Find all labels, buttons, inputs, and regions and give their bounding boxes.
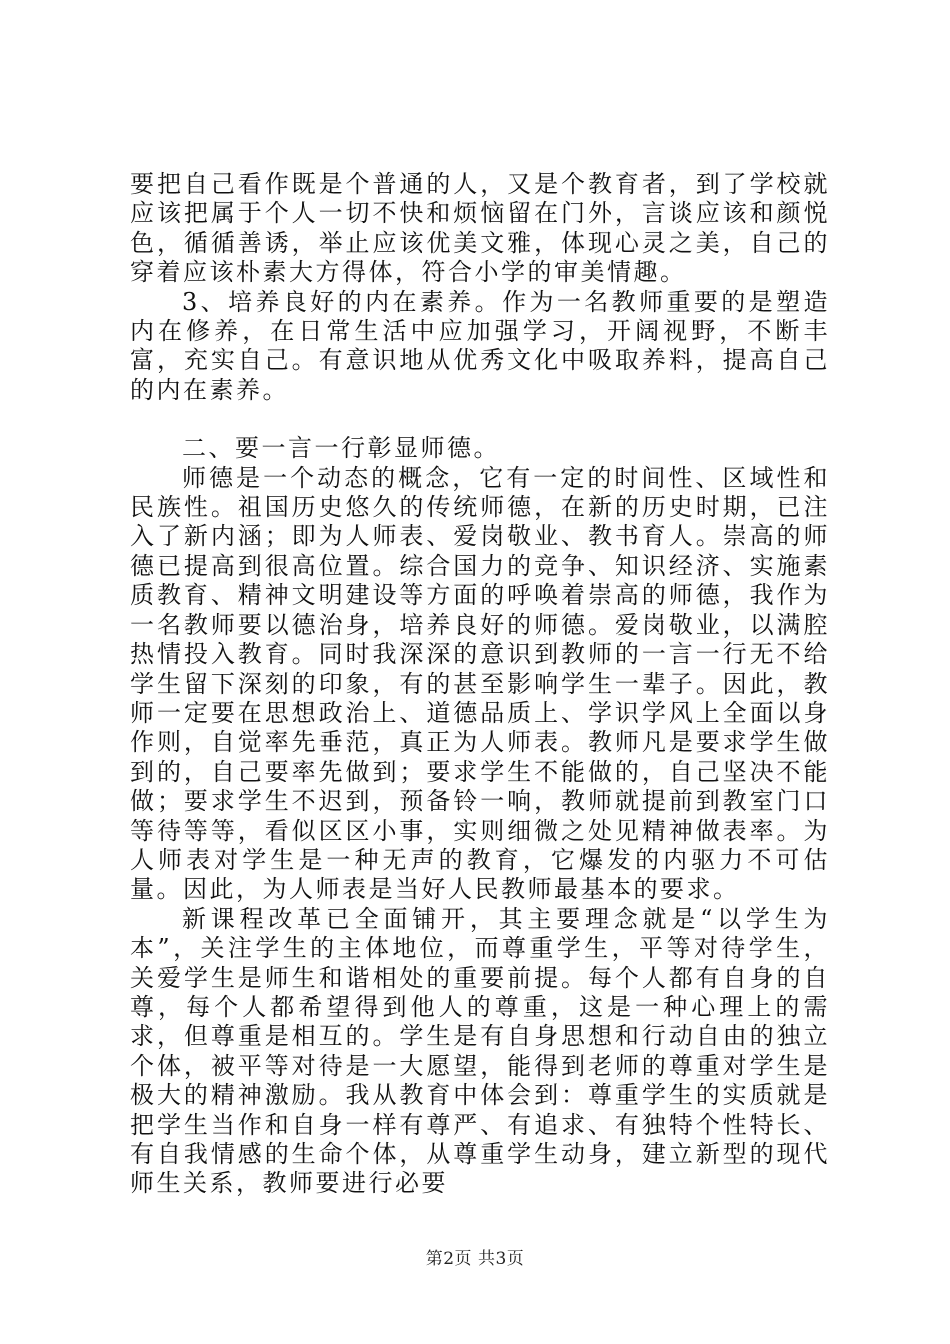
paragraph-inner-quality: 3、培养良好的内在素养。作为一名教师重要的是塑造内在修养，在日常生活中应加强学习，开阔视野，不断丰富，充实自己。有意识地从优秀文化中吸取养料，提高自己的内在素养。 xyxy=(130,287,830,404)
document-body xyxy=(130,170,830,1199)
paragraph-gap xyxy=(130,405,830,434)
page-number-footer: 第2页 共3页 xyxy=(425,1249,525,1269)
section-heading: 二、要一言一行彰显师德。 xyxy=(182,434,500,463)
paragraph-curriculum-reform: 新课程改革已全面铺开，其主要理念就是“以学生为本”，关注学生的主体地位，而尊重学生，平等对待学生，关爱学生是师生和谐相处的重要前提。每个人都有自身的自尊，每个人都希望得到他人的尊重，这是一种心理上的需求，但尊重是相互的。学生是有自身思想和行动自由的独立个体，被平等对待是一大愿望，能得到老师的尊重对学生是极大的精神激励。我从教育中体会到：尊重学生的实质就是把学生当作和自身一样有尊严、有追求、有独特个性特长、有自我情感的生命个体，从尊重学生动身，建立新型的现代师生关系，教师要进行必要 xyxy=(130,904,830,1198)
paragraph-appearance: 要把自己看作既是个普通的人，又是个教育者，到了学校就应该把属于个人一切不快和烦恼留在门外，言谈应该和颜悦色，循循善诱，举止应该优美文雅，体现心灵之美，自己的穿着应该朴素大方得体，符合小学的审美情趣。 xyxy=(130,170,830,287)
paragraph-teacher-ethics: 师德是一个动态的概念，它有一定的时间性、区域性和民族性。祖国历史悠久的传统师德，在新的历史时期，已注入了新内涵；即为人师表、爱岗敬业、教书育人。崇高的师德已提高到很高位置。综合国力的竞争、知识经济、实施素质教育、精神文明建设等方面的呼唤着崇高的师德，我作为一名教师要以德治身，培养良好的师德。爱岗敬业，以满腔热情投入教育。同时我深深的意识到教师的一言一行无不给学生留下深刻的印象，有的甚至影响学生一辈子。因此，教师一定要在思想政治上、道德品质上、学识学风上全面以身作则，自觉率先垂范，真正为人师表。教师凡是要求学生做到的，自己要率先做到；要求学生不能做的，自己坚决不能做；要求学生不迟到，预备铃一响，教师就提前到教室门口等待等等，看似区区小事，实则细微之处见精神做表率。为人师表对学生是一种无声的教育，它爆发的内驱力不可估量。因此，为人师表是当好人民教师最基本的要求。 xyxy=(130,463,830,904)
